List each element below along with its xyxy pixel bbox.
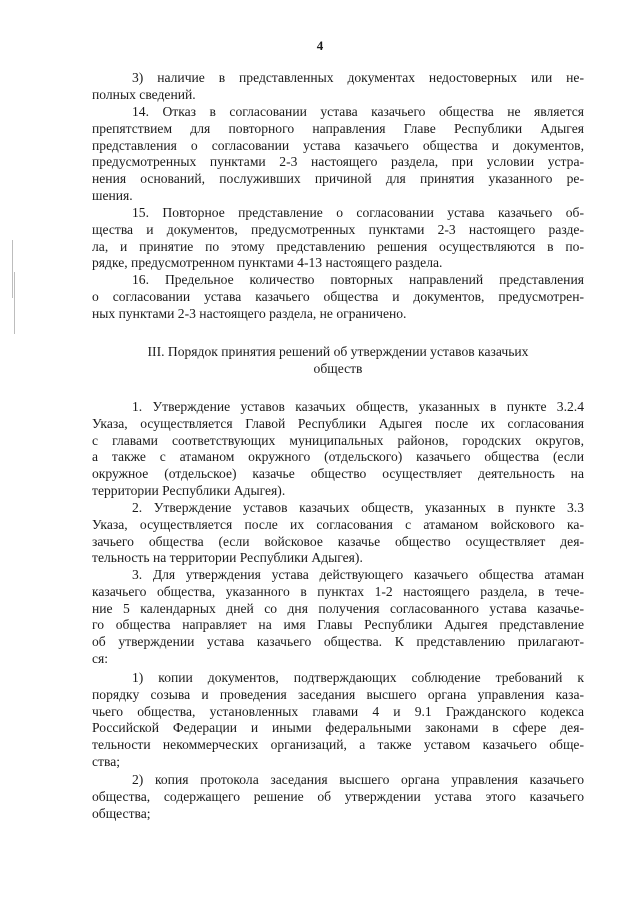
text-line: 3. Для утверждения устава действующего казачьего общества атаман <box>132 567 584 582</box>
text-line: 15. Повторное представление о согласовании устава казачьего об- <box>132 205 584 220</box>
text-line: шения. <box>92 187 133 203</box>
text-line: об утверждении устава казачьего общества. К представлению прилагают- <box>92 634 584 650</box>
page-number: 4 <box>316 38 324 53</box>
text-line: 16. Предельное количество повторных направлений представления <box>132 272 584 287</box>
text-line: ние 5 календарных дней со дня получения согласованного устава казачье- <box>92 600 584 616</box>
text-line: ных пунктами 2-3 настоящего раздела, не ограничено. <box>92 305 407 321</box>
text-line: представления о согласовании устава казачьего общества и документов, <box>92 137 584 153</box>
text-line: 3) наличие в представленных документах недостоверных или не- <box>132 70 584 85</box>
text-line: а также с атаманом окружного (отдельского) казачьего общества (если <box>92 449 584 465</box>
text-line: нения оснований, послуживших причиной для принятия указанного ре- <box>92 171 584 187</box>
text-line: рядке, предусмотренном пунктами 4-13 настоящего раздела. <box>92 255 443 271</box>
text-line: полных сведений. <box>92 86 196 102</box>
margin-mark <box>14 272 15 334</box>
text-line: тельности некоммерческих организаций, а также уставом казачьего обще- <box>92 737 584 753</box>
text-line: общества; <box>92 805 151 821</box>
text-line: ства; <box>92 753 121 769</box>
text-line: ся: <box>92 650 109 666</box>
text-line: го общества направляет на имя Главы Республики Адыгея представление <box>92 617 584 633</box>
text-line: с главами соответствующих муниципальных районов, городских округов, <box>92 432 584 448</box>
text-line: ла, и принятие по этому представлению решения осуществляются в по- <box>92 238 584 254</box>
text-line: Российской Федерации и иными федеральными законами в сфере дея- <box>92 720 584 736</box>
text-line: порядку созыва и проведения заседания высшего органа управления каза- <box>92 686 584 702</box>
paragraph-iii-2 <box>92 500 584 567</box>
text-line: 2) копия протокола заседания высшего органа управления казачьего <box>132 772 584 787</box>
list-item-2 <box>92 772 584 822</box>
text-line: чьего общества, установленных главами 4 и 9.1 Гражданского кодекса <box>92 703 584 719</box>
text-line: 1. Утверждение уставов казачьих обществ, указанных в пункте 3.2.4 <box>132 399 584 414</box>
paragraph-16 <box>92 272 584 322</box>
paragraph-item-3 <box>92 70 584 104</box>
text-line: окружное (отдельское) казачье общество осуществляет деятельность на <box>92 466 584 482</box>
paragraph-iii-3 <box>92 567 584 668</box>
text-line: тельность на территории Республики Адыгея). <box>92 550 363 566</box>
text-line: препятствием для повторного направления Главе Республики Адыгея <box>92 120 584 136</box>
paragraph-iii-1 <box>92 399 584 500</box>
text-line: общества, содержащего решение об утверждении устава этого казачьего <box>92 788 584 804</box>
text-line: о согласовании устава казачьего общества и документов, предусмотрен- <box>92 288 584 304</box>
text-line: Указа, осуществляется Главой Республики Адыгея после их согласования <box>92 415 584 431</box>
text-line: казачьего общества, указанного в пунктах 1-2 настоящего раздела, в тече- <box>92 583 584 599</box>
section-title <box>92 344 584 378</box>
section-title-line-2: обществ <box>313 360 363 376</box>
paragraph-15 <box>92 205 584 272</box>
section-title-line-1: III. Порядок принятия решений об утверждении уставов казачьих <box>147 344 529 359</box>
text-line: территории Республики Адыгея). <box>92 482 286 498</box>
paragraph-14 <box>92 104 584 205</box>
text-line: Указа, осуществляется после их согласования с атаманом войскового ка- <box>92 516 584 532</box>
text-line: зачьего общества (если войсковое казачье общество осуществляет дея- <box>92 533 584 549</box>
text-line: предусмотренных пунктами 2-3 настоящего раздела, при условии устра- <box>92 154 584 170</box>
margin-mark <box>12 240 13 298</box>
text-line: щества и документов, предусмотренных пунктами 2-3 настоящего разде- <box>92 221 584 237</box>
text-line: 1) копии документов, подтверждающих соблюдение требований к <box>132 670 584 685</box>
list-item-1 <box>92 670 584 771</box>
text-line: 2. Утверждение уставов казачьих обществ, указанных в пункте 3.3 <box>132 500 584 515</box>
text-line: 14. Отказ в согласовании устава казачьего общества не является <box>132 104 584 119</box>
